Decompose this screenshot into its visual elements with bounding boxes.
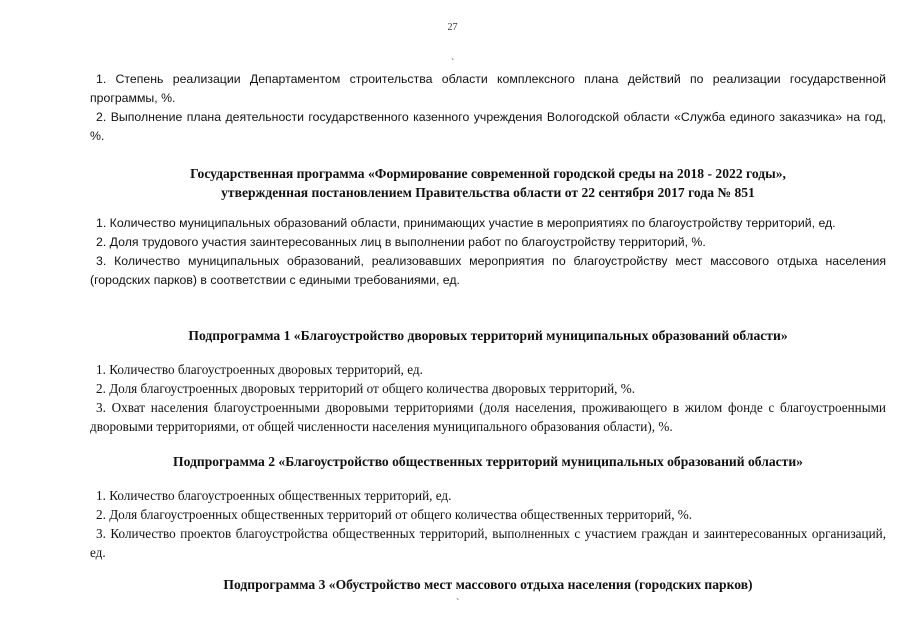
subprogram2-indicators-list [90, 486, 886, 562]
subprogram1-heading: Подпрограмма 1 «Благоустройство дворовых территорий муниципальных образований области» [188, 328, 788, 343]
scan-mark: ` [456, 598, 460, 609]
list-item: 2. Выполнение плана деятельности государственного казенного учреждения Вологодской области «Служба единого заказчика» на год, %. [90, 110, 886, 143]
list-item: 3. Количество муниципальных образований, реализовавших мероприятия по благоустройству мест массового отдыха населения (городских парков) в соответствии с едиными требованиями, ед. [90, 254, 886, 287]
list-item: 1. Количество муниципальных образований области, принимающих участие в мероприятиях по благоустройству территорий, ед. [96, 216, 836, 230]
program-indicators-list [90, 214, 886, 290]
list-item: 2. Доля благоустроенных дворовых территорий от общего количества дворовых территорий, %. [96, 381, 636, 396]
subprogram3-heading: Подпрограмма 3 «Обустройство мест массового отдыха населения (городских парков) [223, 577, 753, 592]
list-item: 2. Доля благоустроенных общественных территорий от общего количества общественных территорий, %. [96, 507, 693, 522]
top-indicators-list [90, 70, 886, 146]
list-item: 3. Охват населения благоустроенными дворовыми территориями (доля населения, проживающего в жилом фонде с благоустроенными дворовыми территориями, от общей численности населения муниципального образования области), %. [90, 400, 886, 434]
subprogram2-heading: Подпрограмма 2 «Благоустройство общественных территорий муниципальных образований области» [173, 454, 803, 469]
scan-mark: ` [451, 58, 455, 69]
subprogram1-indicators-list [90, 360, 886, 436]
program-heading-line1: Государственная программа «Формирование современной городской среды на 2018 - 2022 годы», [190, 166, 786, 181]
list-item: 1. Количество благоустроенных дворовых территорий, ед. [96, 362, 423, 377]
list-item: 1. Степень реализации Департаментом строительства области комплексного плана действий по реализации государственной программы, %. [90, 72, 886, 105]
scan-mark: ` [458, 197, 462, 208]
list-item: 3. Количество проектов благоустройства общественных территорий, выполненных с участием граждан и заинтересованных организаций, ед. [90, 526, 886, 560]
list-item: 1. Количество благоустроенных общественных территорий, ед. [96, 488, 452, 503]
page-number: 27 [447, 22, 458, 33]
program-heading-line2: утвержденная постановлением Правительства области от 22 сентября 2017 года № 851 [221, 185, 755, 200]
list-item: 2. Доля трудового участия заинтересованных лиц в выполнении работ по благоустройству территорий, %. [96, 235, 706, 249]
